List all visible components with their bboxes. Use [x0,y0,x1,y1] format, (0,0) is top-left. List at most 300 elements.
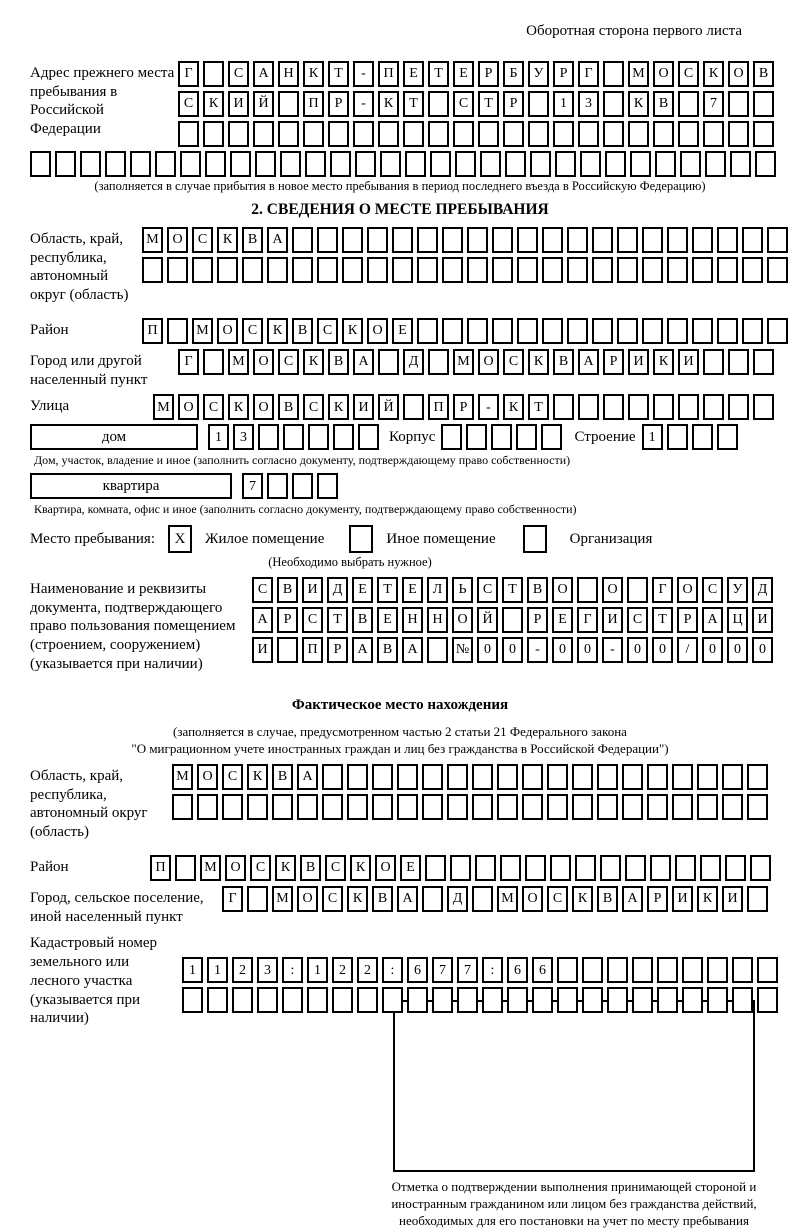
char-cell[interactable] [305,151,326,177]
char-cell[interactable]: Е [402,577,423,603]
char-cell[interactable] [747,886,768,912]
char-cell[interactable]: Р [327,637,348,663]
char-cell[interactable] [717,227,738,253]
char-cell[interactable]: О [297,886,318,912]
char-cell[interactable]: П [378,61,399,87]
char-cell[interactable] [203,349,224,375]
char-cell[interactable]: О [253,349,274,375]
char-cell[interactable]: 7 [703,91,724,117]
char-cell[interactable] [303,121,324,147]
char-cell[interactable]: Т [328,61,349,87]
char-cell[interactable] [382,987,403,1013]
char-cell[interactable]: Р [603,349,624,375]
char-cell[interactable]: Д [447,886,468,912]
char-cell[interactable]: 7 [242,473,263,499]
char-cell[interactable]: 0 [702,637,723,663]
char-cell[interactable] [30,151,51,177]
char-cell[interactable]: 2 [332,957,353,983]
char-cell[interactable]: М [172,764,193,790]
char-cell[interactable] [655,151,676,177]
char-cell[interactable] [457,987,478,1013]
char-cell[interactable] [753,91,774,117]
char-cell[interactable]: Д [403,349,424,375]
char-cell[interactable] [453,121,474,147]
char-cell[interactable]: О [552,577,573,603]
char-cell[interactable]: В [300,855,321,881]
char-cell[interactable]: О [653,61,674,87]
char-cell[interactable]: Р [453,394,474,420]
char-cell[interactable]: С [678,61,699,87]
char-cell[interactable]: Г [577,607,598,633]
char-cell[interactable] [603,121,624,147]
char-cell[interactable] [322,794,343,820]
char-cell[interactable]: К [503,394,524,420]
char-cell[interactable] [517,318,538,344]
char-cell[interactable] [572,794,593,820]
char-cell[interactable]: : [282,957,303,983]
char-cell[interactable] [767,227,788,253]
char-cell[interactable]: С [228,61,249,87]
char-cell[interactable] [703,349,724,375]
char-cell[interactable] [678,121,699,147]
char-cell[interactable]: М [200,855,221,881]
char-cell[interactable]: В [753,61,774,87]
char-cell[interactable]: Т [652,607,673,633]
char-cell[interactable]: - [478,394,499,420]
char-cell[interactable] [730,151,751,177]
char-cell[interactable] [653,394,674,420]
char-cell[interactable]: К [303,349,324,375]
char-cell[interactable]: Н [427,607,448,633]
char-cell[interactable] [577,577,598,603]
char-cell[interactable]: Г [222,886,243,912]
char-cell[interactable] [130,151,151,177]
char-cell[interactable]: - [602,637,623,663]
char-cell[interactable] [397,794,418,820]
char-cell[interactable]: С [302,607,323,633]
char-cell[interactable] [258,424,279,450]
char-cell[interactable] [392,227,413,253]
char-cell[interactable]: И [302,577,323,603]
char-cell[interactable] [757,987,778,1013]
char-cell[interactable] [278,91,299,117]
char-cell[interactable] [578,121,599,147]
char-cell[interactable] [517,227,538,253]
char-cell[interactable] [447,764,468,790]
char-cell[interactable] [55,151,76,177]
char-cell[interactable]: В [527,577,548,603]
char-cell[interactable] [528,121,549,147]
char-cell[interactable]: С [325,855,346,881]
char-cell[interactable] [717,424,738,450]
char-cell[interactable]: О [178,394,199,420]
char-cell[interactable] [497,764,518,790]
char-cell[interactable]: А [402,637,423,663]
char-cell[interactable]: А [622,886,643,912]
char-cell[interactable]: Р [478,61,499,87]
char-cell[interactable]: - [353,61,374,87]
char-cell[interactable] [575,855,596,881]
char-cell[interactable] [742,318,763,344]
char-cell[interactable] [692,318,713,344]
char-cell[interactable] [742,257,763,283]
char-cell[interactable] [647,764,668,790]
char-cell[interactable] [528,91,549,117]
char-cell[interactable] [257,987,278,1013]
char-cell[interactable] [572,764,593,790]
char-cell[interactable] [175,855,196,881]
char-cell[interactable] [442,318,463,344]
char-cell[interactable] [667,318,688,344]
char-cell[interactable]: Е [400,855,421,881]
char-cell[interactable]: П [150,855,171,881]
char-cell[interactable]: К [217,227,238,253]
char-cell[interactable]: Т [403,91,424,117]
char-cell[interactable] [657,987,678,1013]
char-cell[interactable]: Д [752,577,773,603]
char-cell[interactable] [358,424,379,450]
char-cell[interactable]: Н [402,607,423,633]
char-cell[interactable]: Й [253,91,274,117]
char-cell[interactable]: 1 [208,424,229,450]
char-cell[interactable] [753,394,774,420]
char-cell[interactable] [482,987,503,1013]
char-cell[interactable]: С [203,394,224,420]
char-cell[interactable] [600,855,621,881]
char-cell[interactable] [428,91,449,117]
char-cell[interactable]: В [242,227,263,253]
char-cell[interactable] [553,121,574,147]
char-cell[interactable] [472,794,493,820]
char-cell[interactable] [725,855,746,881]
char-cell[interactable]: И [722,886,743,912]
char-cell[interactable]: 0 [752,637,773,663]
char-cell[interactable]: 6 [407,957,428,983]
char-cell[interactable] [247,794,268,820]
char-cell[interactable]: С [627,607,648,633]
char-cell[interactable]: С [503,349,524,375]
char-cell[interactable] [672,764,693,790]
char-cell[interactable]: В [272,764,293,790]
char-cell[interactable]: А [252,607,273,633]
char-cell[interactable] [542,257,563,283]
char-cell[interactable] [567,257,588,283]
char-cell[interactable]: М [497,886,518,912]
char-cell[interactable]: Е [453,61,474,87]
char-cell[interactable]: К [350,855,371,881]
char-cell[interactable] [667,257,688,283]
char-cell[interactable] [317,473,338,499]
char-cell[interactable] [172,794,193,820]
char-cell[interactable] [333,424,354,450]
char-cell[interactable] [197,794,218,820]
char-cell[interactable] [367,257,388,283]
char-cell[interactable] [700,855,721,881]
char-cell[interactable]: - [527,637,548,663]
char-cell[interactable]: 1 [553,91,574,117]
char-cell[interactable] [753,121,774,147]
char-cell[interactable]: Т [528,394,549,420]
char-cell[interactable] [522,794,543,820]
char-cell[interactable]: О [167,227,188,253]
char-cell[interactable]: У [727,577,748,603]
char-cell[interactable]: О [253,394,274,420]
char-cell[interactable] [657,957,678,983]
char-cell[interactable] [692,257,713,283]
char-cell[interactable] [642,257,663,283]
char-cell[interactable] [232,987,253,1013]
char-cell[interactable]: Р [277,607,298,633]
char-cell[interactable] [603,61,624,87]
char-cell[interactable]: К [528,349,549,375]
char-cell[interactable] [180,151,201,177]
char-cell[interactable] [467,318,488,344]
char-cell[interactable] [650,855,671,881]
char-cell[interactable]: В [377,637,398,663]
char-cell[interactable] [767,257,788,283]
char-cell[interactable]: О [367,318,388,344]
char-cell[interactable] [632,987,653,1013]
char-cell[interactable] [622,794,643,820]
char-cell[interactable] [550,855,571,881]
char-cell[interactable] [547,764,568,790]
char-cell[interactable] [582,987,603,1013]
char-cell[interactable]: Л [427,577,448,603]
char-cell[interactable] [692,227,713,253]
char-cell[interactable] [357,987,378,1013]
char-cell[interactable]: 0 [502,637,523,663]
char-cell[interactable] [472,886,493,912]
char-cell[interactable]: Т [428,61,449,87]
char-cell[interactable] [728,121,749,147]
char-cell[interactable]: 2 [232,957,253,983]
char-cell[interactable] [542,318,563,344]
char-cell[interactable]: С [242,318,263,344]
char-cell[interactable] [347,764,368,790]
char-cell[interactable]: М [228,349,249,375]
char-cell[interactable] [422,764,443,790]
char-cell[interactable] [353,121,374,147]
char-cell[interactable] [767,318,788,344]
char-cell[interactable]: 1 [207,957,228,983]
char-cell[interactable] [492,257,513,283]
char-cell[interactable]: М [142,227,163,253]
char-cell[interactable] [622,764,643,790]
char-cell[interactable] [280,151,301,177]
char-cell[interactable] [697,794,718,820]
char-cell[interactable] [178,121,199,147]
char-cell[interactable]: К [303,61,324,87]
char-cell[interactable]: С [178,91,199,117]
char-cell[interactable]: О [375,855,396,881]
char-cell[interactable] [417,257,438,283]
char-cell[interactable] [492,227,513,253]
char-cell[interactable] [347,794,368,820]
char-cell[interactable]: С [317,318,338,344]
char-cell[interactable]: 0 [477,637,498,663]
char-cell[interactable] [667,424,688,450]
char-cell[interactable] [541,424,562,450]
char-cell[interactable]: У [528,61,549,87]
char-cell[interactable] [417,227,438,253]
char-cell[interactable] [242,257,263,283]
char-cell[interactable]: Н [278,61,299,87]
char-cell[interactable] [497,794,518,820]
char-cell[interactable] [592,227,613,253]
char-cell[interactable]: П [142,318,163,344]
char-cell[interactable]: И [252,637,273,663]
char-cell[interactable]: 0 [627,637,648,663]
char-cell[interactable]: 2 [357,957,378,983]
char-cell[interactable] [80,151,101,177]
char-cell[interactable]: К [228,394,249,420]
char-cell[interactable] [697,764,718,790]
char-cell[interactable] [555,151,576,177]
char-cell[interactable]: Й [378,394,399,420]
char-cell[interactable]: 1 [642,424,663,450]
char-cell[interactable]: К [378,91,399,117]
char-cell[interactable] [547,794,568,820]
char-cell[interactable] [603,394,624,420]
char-cell[interactable] [642,318,663,344]
char-cell[interactable] [542,227,563,253]
char-cell[interactable]: Б [503,61,524,87]
char-cell[interactable] [442,257,463,283]
char-cell[interactable]: И [228,91,249,117]
char-cell[interactable] [728,349,749,375]
char-cell[interactable]: Т [377,577,398,603]
char-cell[interactable] [578,394,599,420]
char-cell[interactable] [317,257,338,283]
char-cell[interactable]: О [602,577,623,603]
char-cell[interactable]: С [192,227,213,253]
char-cell[interactable]: № [452,637,473,663]
char-cell[interactable]: : [382,957,403,983]
char-cell[interactable] [530,151,551,177]
char-cell[interactable] [680,151,701,177]
char-cell[interactable]: Д [327,577,348,603]
char-cell[interactable] [503,121,524,147]
char-cell[interactable]: М [628,61,649,87]
char-cell[interactable] [207,987,228,1013]
char-cell[interactable]: 0 [552,637,573,663]
checkbox-organizatsiya[interactable] [523,525,547,553]
char-cell[interactable]: К [347,886,368,912]
char-cell[interactable] [322,764,343,790]
char-cell[interactable]: Г [578,61,599,87]
char-cell[interactable]: С [303,394,324,420]
char-cell[interactable] [467,227,488,253]
char-cell[interactable]: 0 [727,637,748,663]
char-cell[interactable] [441,424,462,450]
char-cell[interactable] [747,764,768,790]
char-cell[interactable] [378,121,399,147]
char-cell[interactable]: 1 [307,957,328,983]
char-cell[interactable]: С [453,91,474,117]
char-cell[interactable]: О [677,577,698,603]
char-cell[interactable] [450,855,471,881]
char-cell[interactable] [455,151,476,177]
char-cell[interactable]: Е [352,577,373,603]
char-cell[interactable]: П [303,91,324,117]
checkbox-zhiloe[interactable]: X [168,525,192,553]
char-cell[interactable]: В [328,349,349,375]
char-cell[interactable] [392,257,413,283]
char-cell[interactable] [553,394,574,420]
char-cell[interactable]: Г [178,61,199,87]
char-cell[interactable]: Ь [452,577,473,603]
char-cell[interactable] [628,121,649,147]
char-cell[interactable]: М [153,394,174,420]
char-cell[interactable] [675,855,696,881]
char-cell[interactable] [407,987,428,1013]
char-cell[interactable] [757,957,778,983]
char-cell[interactable] [422,794,443,820]
char-cell[interactable] [605,151,626,177]
char-cell[interactable] [500,855,521,881]
char-cell[interactable] [580,151,601,177]
char-cell[interactable]: Т [327,607,348,633]
char-cell[interactable]: Е [552,607,573,633]
char-cell[interactable]: И [628,349,649,375]
char-cell[interactable]: О [225,855,246,881]
char-cell[interactable] [205,151,226,177]
char-cell[interactable] [203,121,224,147]
char-cell[interactable] [607,987,628,1013]
char-cell[interactable]: А [352,637,373,663]
char-cell[interactable] [466,424,487,450]
char-cell[interactable] [582,957,603,983]
char-cell[interactable] [428,349,449,375]
char-cell[interactable] [625,855,646,881]
char-cell[interactable]: Р [553,61,574,87]
char-cell[interactable] [607,957,628,983]
char-cell[interactable]: А [267,227,288,253]
char-cell[interactable] [342,227,363,253]
char-cell[interactable] [427,637,448,663]
char-cell[interactable]: А [297,764,318,790]
char-cell[interactable] [517,257,538,283]
char-cell[interactable]: В [292,318,313,344]
char-cell[interactable]: Е [403,61,424,87]
char-cell[interactable]: А [578,349,599,375]
char-cell[interactable] [755,151,776,177]
char-cell[interactable]: С [477,577,498,603]
char-cell[interactable] [522,764,543,790]
char-cell[interactable] [692,424,713,450]
char-cell[interactable]: И [672,886,693,912]
char-cell[interactable] [567,227,588,253]
char-cell[interactable] [267,473,288,499]
char-cell[interactable] [717,257,738,283]
char-cell[interactable]: К [328,394,349,420]
char-cell[interactable]: К [703,61,724,87]
char-cell[interactable] [330,151,351,177]
char-cell[interactable] [682,957,703,983]
char-cell[interactable] [155,151,176,177]
char-cell[interactable] [403,394,424,420]
char-cell[interactable]: 6 [532,957,553,983]
char-cell[interactable] [750,855,771,881]
char-cell[interactable]: А [353,349,374,375]
char-cell[interactable] [630,151,651,177]
char-cell[interactable] [557,987,578,1013]
char-cell[interactable]: С [547,886,568,912]
char-cell[interactable]: 0 [652,637,673,663]
char-cell[interactable]: 0 [577,637,598,663]
char-cell[interactable] [627,577,648,603]
char-cell[interactable]: О [197,764,218,790]
